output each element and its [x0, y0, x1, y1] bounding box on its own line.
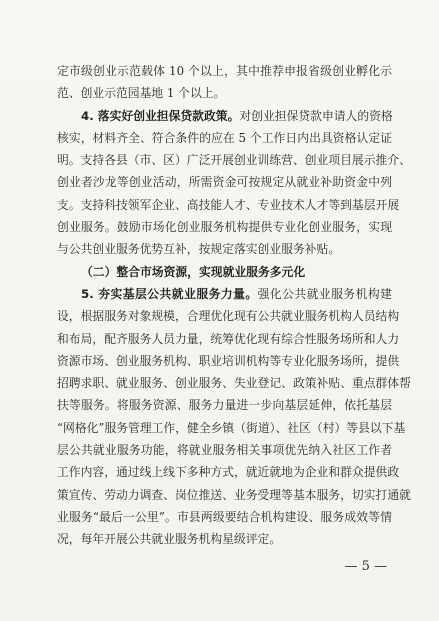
section-heading-2: （二）整合市场资源，实现就业服务多元化: [81, 264, 306, 279]
paragraph-line: 资源市场、创业服务机构、职业培训机构等专业化服务场所，提供: [57, 353, 400, 368]
paragraph-line: 况，每年开展公共就业服务机构星级评定。: [57, 532, 282, 547]
paragraph-line: 明。支持各县（市、区）广泛开展创业训练营、创业项目展示推介、: [57, 153, 411, 168]
paragraph-line: 层公共就业服务功能，将就业服务相关事项优先纳入社区工作者: [57, 443, 392, 458]
paragraph-line: 策宣传、劳动力调查、岗位推送、业务受理等基本服务，切实打通就: [57, 487, 411, 502]
section-heading-5: 5. 夯实基层公共就业服务力量。: [81, 286, 258, 301]
paragraph-line: 设，根据服务对象规模，合理优化现有公共就业服务机构人员结构: [57, 309, 400, 324]
paragraph-line: 创业者沙龙等创业活动，所需资金可按规定从就业补助资金中列: [57, 175, 392, 190]
page-number: — 5 —: [344, 559, 387, 574]
paragraph-line: 业服务“最后一公里”。市县两级要结合机构建设、服务成效等情: [57, 509, 392, 524]
section-heading-4: 4. 落实好创业担保贷款政策。: [81, 108, 240, 123]
document-body: [57, 60, 411, 551]
paragraph-line: 工作内容，通过线上线下多种方式，就近就地为企业和群众提供政: [57, 465, 400, 480]
paragraph-line: [57, 105, 392, 127]
paragraph-line: 支。支持科技领军企业、高技能人才、专业技术人才等到基层开展: [57, 197, 400, 212]
paragraph-line: 和布局，配齐服务人员力量，统筹优化现有综合性服务场所和人力: [57, 331, 400, 346]
paragraph-line: 与公共创业服务优势互补，按规定落实创业服务补贴。: [57, 242, 341, 257]
paragraph-line: 范、创业示范园基地 1 个以上。: [57, 86, 226, 101]
paragraph-line: “网格化”服务管理工作，健全乡镇（街道）、社区（村）等县以下基: [57, 420, 406, 435]
paragraph-line: 招聘求职、就业服务、创业服务、失业登记、政策补贴、重点群体帮: [57, 376, 411, 391]
paragraph-line: [57, 283, 392, 305]
paragraph-line: 核实，材料齐全、符合条件的应在 5 个工作日内出具资格认定证: [57, 130, 392, 145]
paragraph-text: 强化公共就业服务机构建: [257, 286, 392, 301]
paragraph-line: 定市级创业示范载体 10 个以上，其中推荐申报省级创业孵化示: [57, 64, 392, 78]
paragraph-line: 创业服务。鼓励市场化创业服务机构提供专业化创业服务，实现: [57, 220, 392, 235]
paragraph-line: 扶等服务。将服务资源、服务力量进一步向基层延伸，依托基层: [57, 398, 392, 413]
paragraph-text: 对创业担保贷款申请人的资格: [239, 108, 393, 123]
